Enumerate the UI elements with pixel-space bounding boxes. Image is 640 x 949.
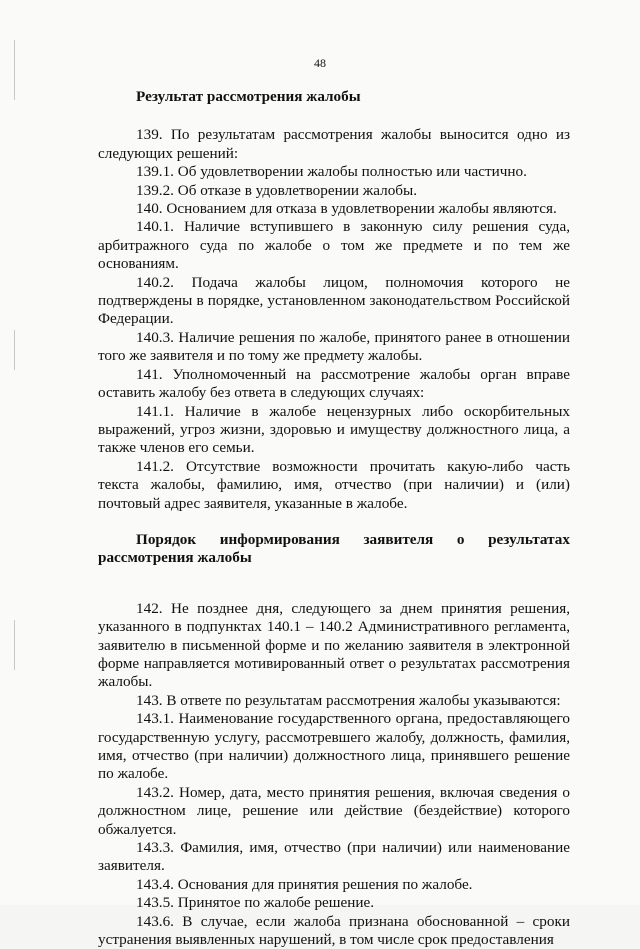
paragraph: 141.2. Отсутствие возможности прочитать какую-либо часть текста жалобы, фамилию, имя, отчество (при наличии) и (или) почтовый адрес заявителя, указанные в жалобе. [98,457,570,512]
section-heading-line [98,531,570,549]
paragraph: 140. Основанием для отказа в удовлетворении жалобы являются. [136,200,557,218]
section-heading-line: рассмотрения жалобы [98,549,252,567]
document-body [98,88,570,949]
paragraph: 143.5. Принятое по жалобе решение. [136,894,375,912]
heading-word: результатах [488,530,570,548]
paragraph: 141.1. Наличие в жалобе нецензурных либо оскорбительных выражений, угроз жизни, здоровью и имуществу должностного лица, а также членов его семьи. [98,402,570,457]
paragraph: 139.1. Об удовлетворении жалобы полностью или частично. [136,163,527,181]
scan-edge-mark [14,330,15,370]
paragraph: 139.2. Об отказе в удовлетворении жалобы. [136,181,418,199]
heading-word: Порядок [136,530,197,548]
paragraph: 142. Не позднее дня, следующего за днем принятия решения, указанного в подпунктах 140.1 – 140.2 Административного регламента, заявителю в письменной форме и по желанию заявителя в электронной форме направляется мотивированный ответ о результатах рассмотрения жалобы. [98,599,570,691]
paragraph: 143.3. Фамилия, имя, отчество (при наличии) или наименование заявителя. [98,839,570,875]
heading-word: заявителя [363,530,434,548]
section-heading [98,531,570,568]
page-number: 48 [314,56,326,70]
heading-word: о [456,530,465,548]
paragraph: 139. По результатам рассмотрения жалобы выносится одно из следующих решений: [98,126,570,162]
paragraph: 140.3. Наличие решения по жалобе, принятого ранее в отношении того же заявителя и по тому же предмету жалобы. [98,328,570,365]
paragraph: 143.1. Наименование государственного органа, предоставляющего государственную услугу, рассмотревшего жалобу, должность, фамилия, имя, отчество (при наличии) должностного лица, принявшего решение по жалобе. [98,710,570,783]
section-heading: Результат рассмотрения жалобы [136,88,361,105]
paragraph: 143.6. В случае, если жалоба признана обоснованной – сроки устранения выявленных нарушений, в том числе срок предоставления [98,912,570,949]
heading-word: информирования [219,530,340,548]
scan-edge-mark [14,620,15,670]
paragraph: 143. В ответе по результатам рассмотрения жалобы указываются: [136,691,561,709]
paragraph: 140.2. Подача жалобы лицом, полномочия которого не подтверждены в порядке, установленном законодательством Российской Федерации. [98,273,570,328]
paragraph: 143.2. Номер, дата, место принятия решения, включая сведения о должностном лице, решение или действие (бездействие) которого обжалуется. [98,783,570,838]
paragraph: 141. Уполномоченный на рассмотрение жалобы орган вправе оставить жалобу без ответа в следующих случаях: [98,365,570,402]
paragraph: 143.4. Основания для принятия решения по жалобе. [136,875,473,893]
paragraph: 140.1. Наличие вступившего в законную силу решения суда, арбитражного суда по жалобе о том же предмете и по тем же основаниям. [98,218,570,273]
